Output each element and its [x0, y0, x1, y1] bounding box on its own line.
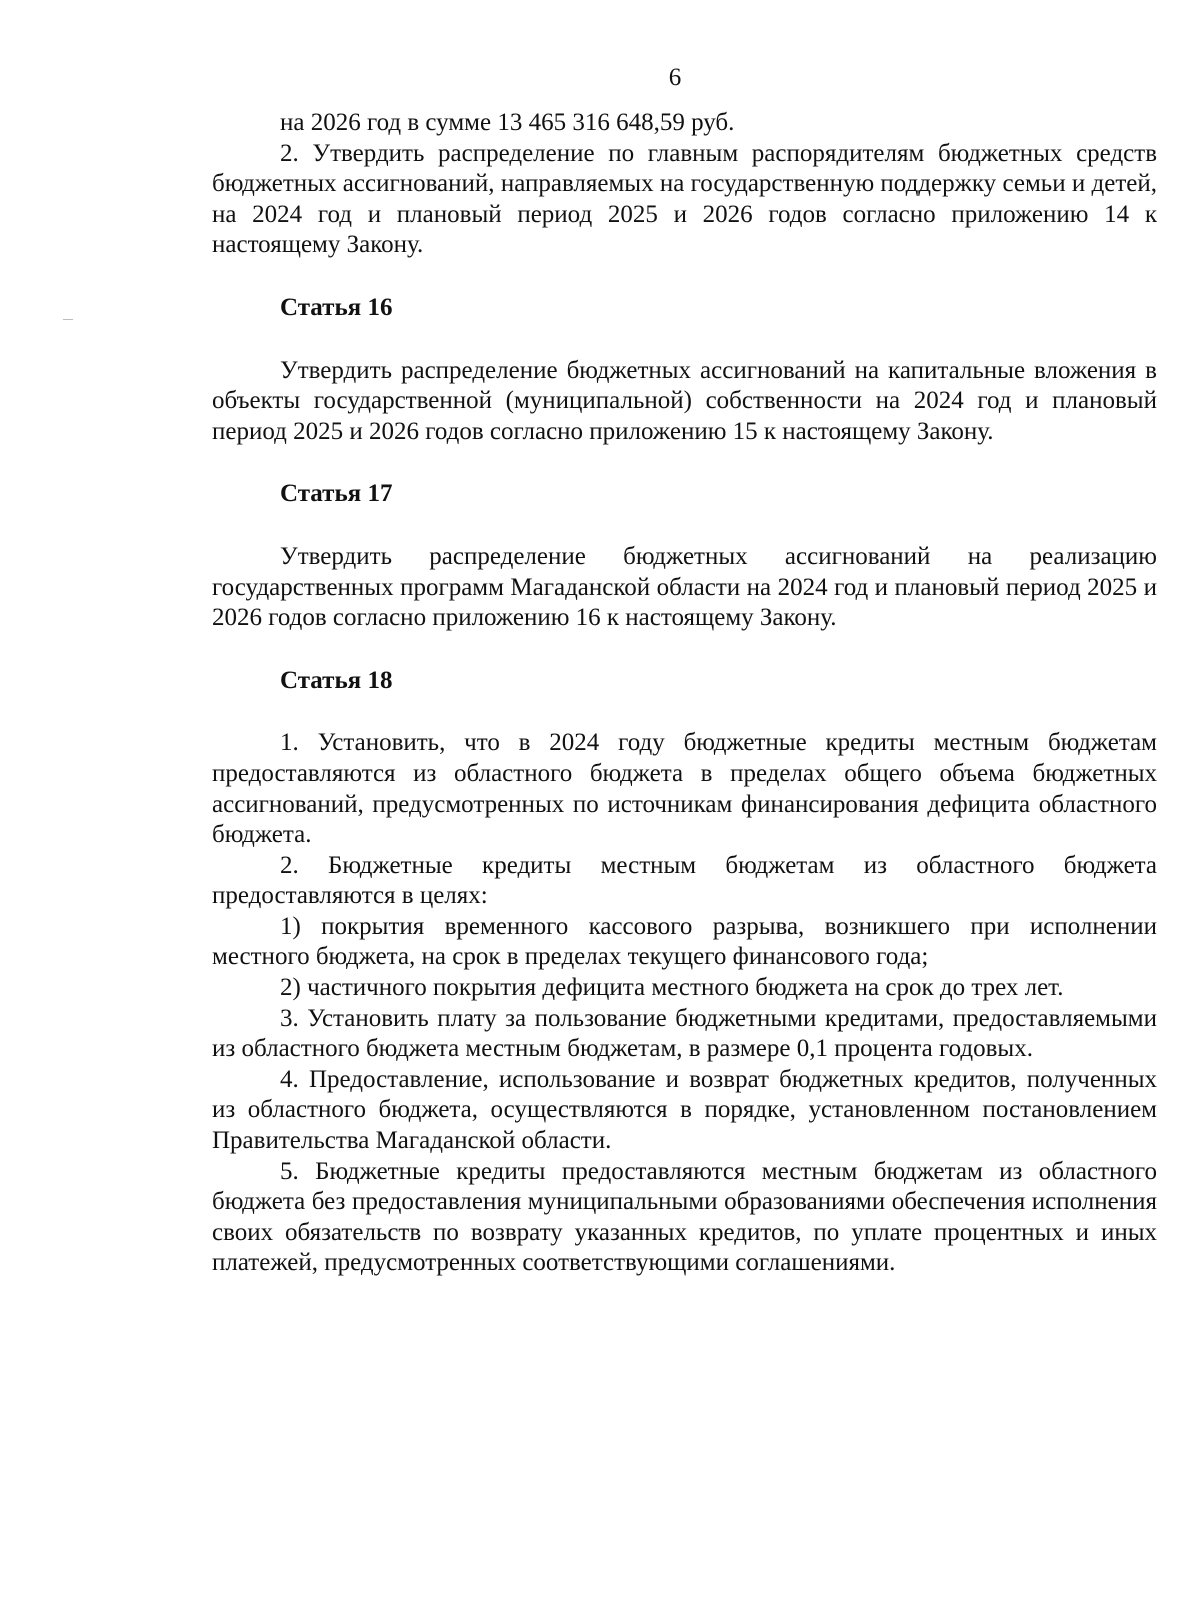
spacer — [212, 261, 1157, 293]
article18-item-4: 4. Предоставление, использование и возврат бюджетных кредитов, полученных из областного бюджета, осуществляются в порядке, установленном постановлением Правительства Магаданской области. — [212, 1065, 1157, 1155]
article17-paragraph: Утвердить распределение бюджетных ассигнований на реализацию государственных программ Магаданской области на 2024 год и плановый период 2025 и 2026 годов согласно приложению 16 к настоящему Закону. — [212, 542, 1157, 632]
spacer — [212, 634, 1157, 666]
spacer — [212, 324, 1157, 356]
page-number: 6 — [668, 64, 682, 91]
article16-heading: Статья 16 — [280, 293, 393, 321]
article17-heading: Статья 17 — [280, 480, 393, 508]
document-body — [212, 108, 1157, 1279]
article18-item-5: 5. Бюджетные кредиты предоставляются местным бюджетам из областного бюджета без предоставления муниципальными образованиями обеспечения исполнения своих обязательств по возврату указанных кредитов, по уплате процентных и иных платежей, предусмотренных соответствующими соглашениями. — [212, 1157, 1157, 1277]
article18-item-1: 1. Установить, что в 2024 году бюджетные кредиты местным бюджетам предоставляются из областного бюджета в пределах общего объема бюджетных ассигнований, предусмотренных по источникам финансирования дефицита областного бюджета. — [212, 729, 1157, 849]
article15-item2-paragraph: 2. Утвердить распределение по главным распорядителям бюджетных средств бюджетных ассигнований, направляемых на государственную поддержку семьи и детей, на 2024 год и плановый период 2025 и 2026 годов согласно приложению 14 к настоящему Закону. — [212, 139, 1157, 259]
scan-mark — [63, 319, 73, 320]
article18-item-2: 2. Бюджетные кредиты местным бюджетам из областного бюджета предоставляются в целях: — [212, 851, 1157, 910]
article18-item-3: 3. Установить плату за пользование бюджетными кредитами, предоставляемыми из областного бюджета местным бюджетам, в размере 0,1 процента годовых. — [212, 1004, 1157, 1063]
article18-heading: Статья 18 — [280, 666, 393, 694]
article18-subitem-1: 1) покрытия временного кассового разрыва, возникшего при исполнении местного бюджета, на срок в пределах текущего финансового года; — [212, 912, 1157, 971]
spacer — [212, 510, 1157, 542]
spacer — [212, 696, 1157, 728]
top-continuation-paragraph: на 2026 год в сумме 13 465 316 648,59 руб. — [280, 109, 735, 136]
spacer — [212, 447, 1157, 479]
article18-subitem-2: 2) частичного покрытия дефицита местного бюджета на срок до трех лет. — [280, 974, 1064, 1002]
article16-paragraph: Утвердить распределение бюджетных ассигнований на капитальные вложения в объекты государственной (муниципальной) собственности на 2024 год и плановый период 2025 и 2026 годов согласно приложению 15 к настоящему Закону. — [212, 356, 1157, 445]
